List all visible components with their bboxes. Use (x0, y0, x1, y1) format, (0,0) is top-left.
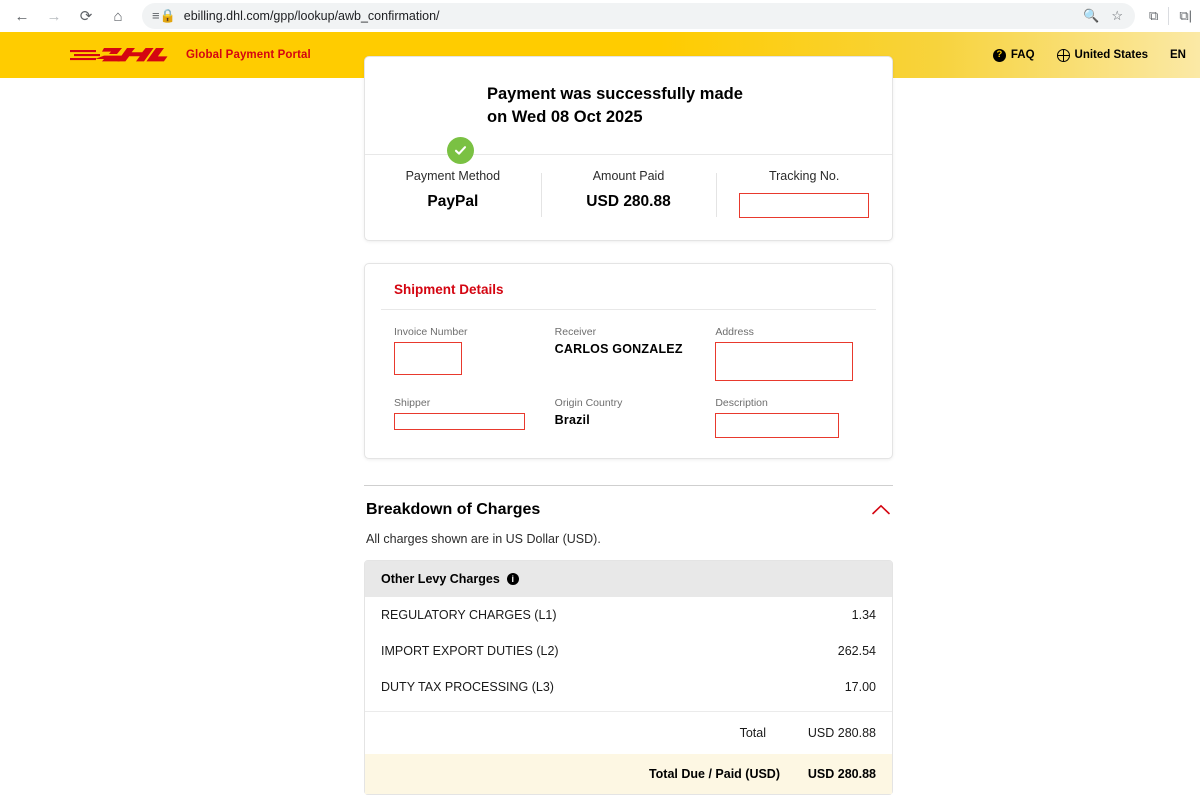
shipment-details-card (364, 263, 893, 459)
table-row (365, 597, 892, 633)
language-label: EN (1170, 49, 1186, 61)
redacted-address (715, 342, 853, 381)
language-selector[interactable] (1170, 49, 1186, 61)
charges-group-header (365, 561, 892, 597)
charge-label: IMPORT EXPORT DUTIES (L2) (381, 643, 559, 658)
divider (1168, 7, 1169, 25)
star-icon[interactable]: ☆ (1111, 8, 1124, 23)
total-label: Total (739, 725, 766, 740)
country-selector[interactable] (1057, 49, 1149, 62)
redacted-invoice-number (394, 342, 462, 375)
charges-group-title: Other Levy Charges (381, 571, 500, 586)
payment-summary-row (365, 154, 892, 240)
forward-arrow-icon[interactable]: → (46, 7, 62, 25)
paid-amount: USD 280.88 (807, 766, 876, 781)
field-label: Address (715, 325, 754, 338)
field-origin-country (555, 397, 716, 438)
info-icon[interactable]: i (507, 573, 519, 585)
field-value: Brazil (554, 412, 590, 427)
redacted-tracking-number (739, 193, 869, 218)
summary-tracking-no (716, 169, 892, 218)
charge-label: DUTY TAX PROCESSING (L3) (381, 679, 554, 694)
summary-label: Payment Method (405, 168, 501, 183)
charge-amount: 1.34 (851, 607, 876, 622)
field-shipper (394, 397, 555, 438)
country-label: United States (1074, 49, 1149, 61)
field-label: Origin Country (554, 396, 623, 409)
total-amount: USD 280.88 (807, 725, 876, 740)
confirmation-message: Payment was successfully made on Wed 08 Oct 2025 (487, 85, 743, 127)
summary-label: Amount Paid (592, 168, 665, 183)
field-label: Receiver (554, 325, 597, 338)
field-receiver (555, 326, 716, 381)
browser-actions (1145, 7, 1192, 25)
summary-payment-method (365, 169, 541, 218)
paid-label: Total Due / Paid (USD) (648, 766, 780, 781)
back-arrow-icon[interactable]: ← (14, 7, 30, 25)
search-zoom-icon[interactable]: 🔍 (1083, 8, 1100, 23)
site-settings-icon[interactable]: ≡🔒 (152, 8, 176, 23)
shipment-details-title: Shipment Details (381, 282, 876, 310)
field-label: Description (715, 396, 768, 409)
charges-table (364, 560, 893, 795)
breakdown-header[interactable] (364, 486, 893, 520)
charge-amount: 17.00 (844, 679, 876, 694)
table-row (365, 633, 892, 669)
faq-link[interactable] (993, 49, 1035, 62)
share-icon[interactable]: ⧉ (1149, 8, 1159, 23)
content-column (364, 56, 893, 795)
check-circle-icon (447, 137, 474, 164)
field-value: CARLOS GONZALEZ (554, 341, 683, 356)
url-text: ebilling.dhl.com/gpp/lookup/awb_confirmation/ (183, 9, 440, 23)
reload-icon[interactable]: ⟳ (79, 8, 93, 25)
address-bar[interactable] (142, 3, 1135, 29)
redacted-description (715, 413, 839, 438)
total-due-paid-row (365, 754, 892, 794)
redacted-shipper (394, 413, 525, 430)
field-label: Invoice Number (394, 325, 468, 338)
breakdown-title: Breakdown of Charges (366, 500, 541, 518)
chevron-up-icon[interactable] (871, 500, 891, 520)
question-mark-icon: ? (993, 49, 1006, 62)
summary-amount-paid (541, 169, 717, 218)
field-description (715, 397, 876, 438)
summary-label: Tracking No. (768, 168, 840, 183)
confirmation-message-row (365, 57, 892, 154)
home-icon[interactable]: ⌂ (113, 7, 123, 25)
payment-confirmation-card (364, 56, 893, 241)
summary-value: USD 280.88 (586, 192, 671, 210)
charge-label: REGULATORY CHARGES (L1) (381, 607, 557, 622)
portal-title: Global Payment Portal (186, 49, 311, 61)
page-body (0, 78, 1200, 781)
header-links (993, 49, 1186, 62)
table-row (365, 669, 892, 705)
field-label: Shipper (394, 396, 431, 409)
field-invoice-number (394, 326, 555, 381)
summary-value: PayPal (427, 192, 479, 210)
dhl-logo-icon[interactable] (70, 44, 168, 66)
globe-icon (1057, 49, 1070, 62)
field-address (715, 326, 876, 381)
browser-toolbar (0, 0, 1200, 32)
faq-label: FAQ (1010, 49, 1035, 61)
charges-total-row (365, 711, 892, 754)
shipment-details-grid (381, 310, 876, 438)
charges-currency-note: All charges shown are in US Dollar (USD). (366, 531, 601, 546)
charge-amount: 262.54 (837, 643, 876, 658)
profile-icon[interactable]: ⧉| (1179, 8, 1192, 23)
